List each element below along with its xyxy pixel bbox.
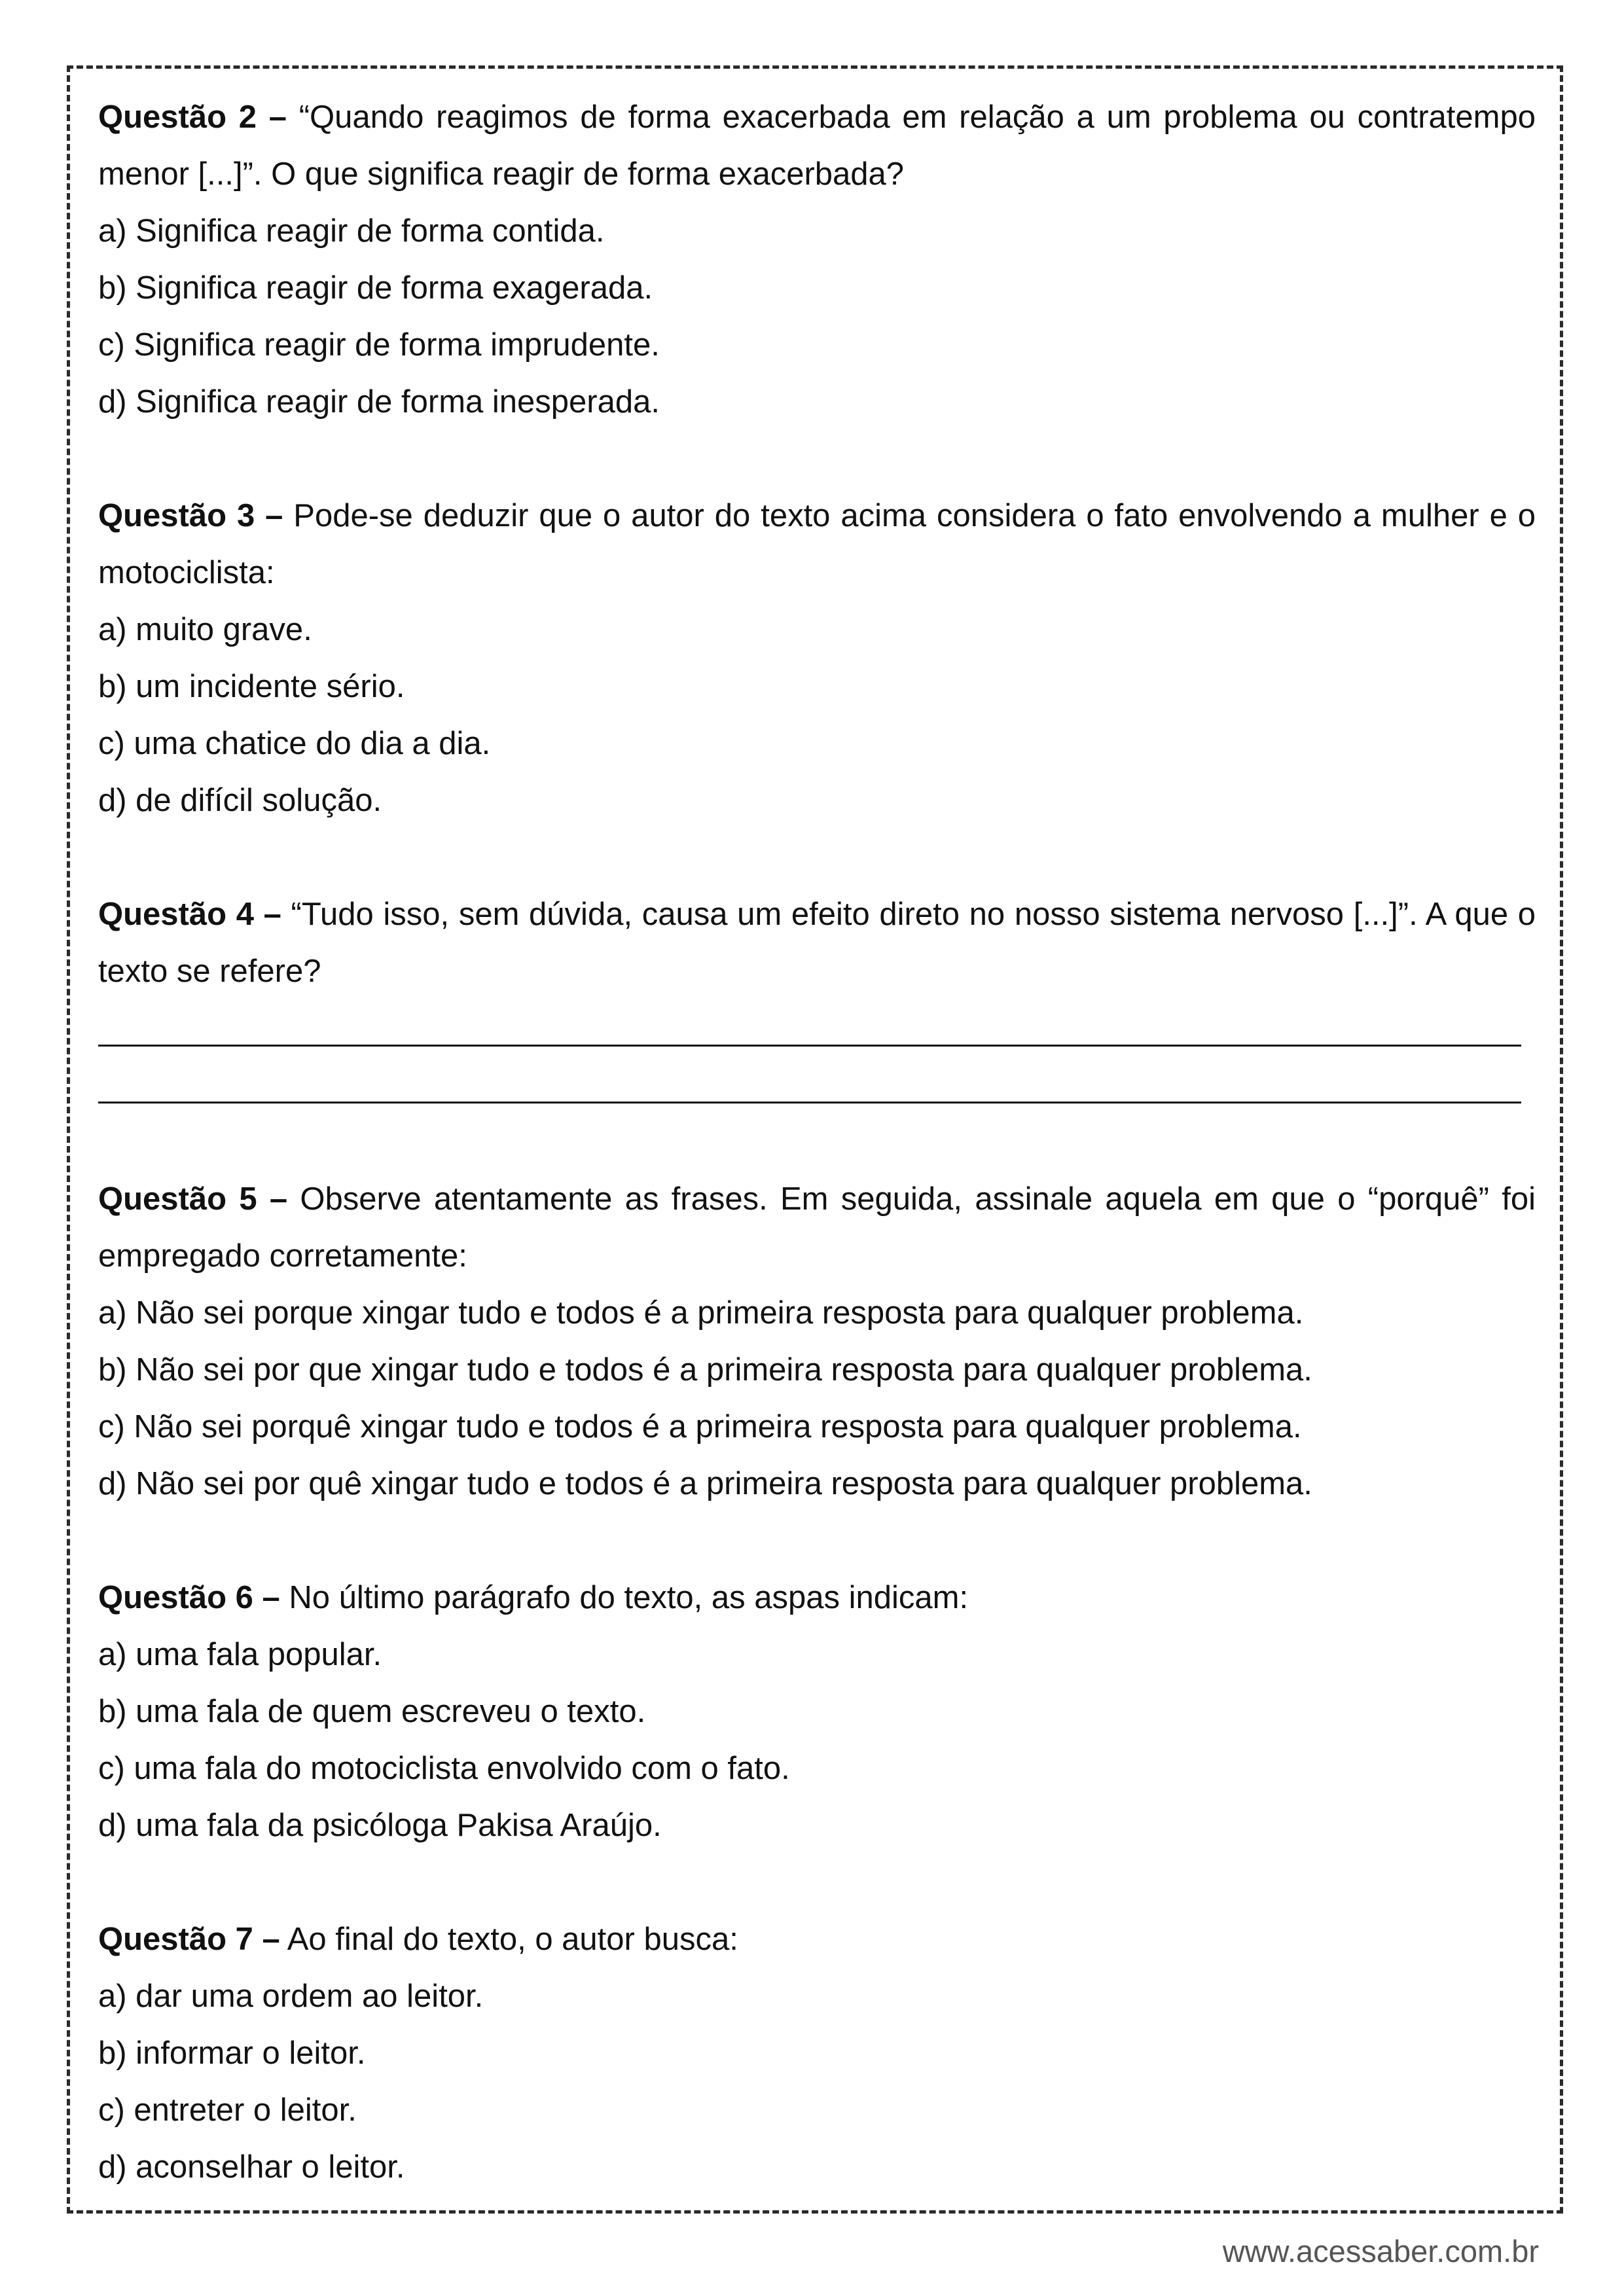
option-c: c) uma fala do motociclista envolvido com o fato.	[98, 1751, 790, 1786]
option-b: b) uma fala de quem escreveu o texto.	[98, 1694, 646, 1729]
option-a: a) muito grave.	[98, 612, 312, 647]
answer-line[interactable]	[98, 1057, 1536, 1114]
option-a: a) dar uma ordem ao leitor.	[98, 1979, 484, 2014]
question-label: Questão 5 –	[98, 1181, 288, 1217]
option-a: a) Não sei porque xingar tudo e todos é a primeira resposta para qualquer problema.	[98, 1295, 1304, 1331]
question-stem	[98, 1171, 1536, 1285]
question-label: Questão 7 –	[98, 1922, 280, 1957]
question-text: “Quando reagimos de forma exacerbada em relação a um problema ou contratempo menor [...]”. O que significa reagir de forma exacerbada?	[98, 99, 1536, 192]
question-5	[98, 1171, 1536, 1513]
question-6	[98, 1570, 1536, 1854]
worksheet-content	[98, 89, 1536, 2253]
question-text: No último parágrafo do texto, as aspas indicam:	[280, 1580, 969, 1615]
option-d: d) uma fala da psicóloga Pakisa Araújo.	[98, 1808, 662, 1843]
question-text: Pode-se deduzir que o autor do texto acima considera o fato envolvendo a mulher e o motociclista:	[98, 498, 1536, 590]
question-stem	[98, 89, 1536, 203]
option-c: c) Significa reagir de forma imprudente.	[98, 327, 660, 363]
site-url[interactable]: www.acessaber.com.br	[1222, 2234, 1539, 2269]
question-stem	[98, 886, 1536, 1000]
question-label: Questão 2 –	[98, 99, 287, 135]
option-a: a) uma fala popular.	[98, 1637, 382, 1672]
question-text: “Tudo isso, sem dúvida, causa um efeito direto no nosso sistema nervoso [...]”. A que o texto se refere?	[98, 897, 1536, 989]
option-b: b) Não sei por que xingar tudo e todos é a primeira resposta para qualquer problema.	[98, 1352, 1312, 1388]
option-b: b) Significa reagir de forma exagerada.	[98, 270, 653, 306]
question-2	[98, 89, 1536, 431]
question-stem	[98, 1911, 1536, 1968]
question-text: Observe atentamente as frases. Em seguida, assinale aquela em que o “porquê” foi empregado corretamente:	[98, 1181, 1536, 1274]
question-stem	[98, 488, 1536, 601]
option-d: d) Significa reagir de forma inesperada.	[98, 384, 660, 420]
option-c: c) entreter o leitor.	[98, 2092, 357, 2128]
question-3	[98, 488, 1536, 829]
option-c: c) uma chatice do dia a dia.	[98, 726, 491, 761]
question-label: Questão 3 –	[98, 498, 283, 533]
option-d: d) Não sei por quê xingar tudo e todos é a primeira resposta para qualquer problema.	[98, 1466, 1312, 1501]
option-d: d) aconselhar o leitor.	[98, 2149, 405, 2185]
question-label: Questão 4 –	[98, 897, 281, 932]
question-7	[98, 1911, 1536, 2196]
question-stem	[98, 1570, 1536, 1626]
option-c: c) Não sei porquê xingar tudo e todos é a primeira resposta para qualquer problema.	[98, 1409, 1302, 1444]
question-label: Questão 6 –	[98, 1580, 280, 1615]
question-4	[98, 886, 1536, 1114]
option-a: a) Significa reagir de forma contida.	[98, 213, 605, 249]
option-d: d) de difícil solução.	[98, 783, 382, 818]
option-b: b) um incidente sério.	[98, 669, 405, 704]
answer-line[interactable]	[98, 1000, 1536, 1057]
option-b: b) informar o leitor.	[98, 2036, 366, 2071]
question-text: Ao final do texto, o autor busca:	[280, 1922, 738, 1957]
